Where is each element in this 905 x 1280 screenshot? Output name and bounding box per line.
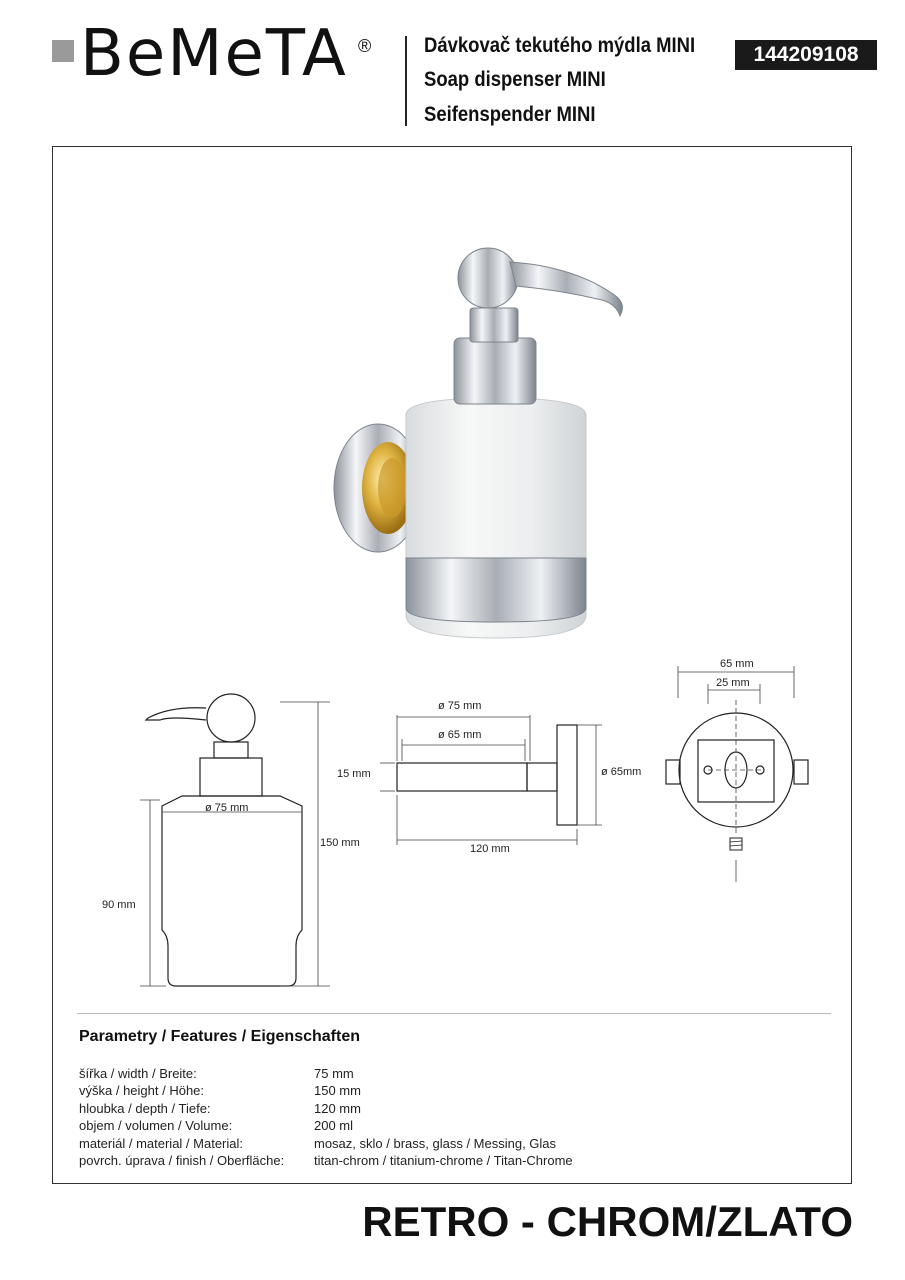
title-en: Soap dispenser MINI (424, 68, 606, 91)
side-plate-label: ø 65mm (601, 766, 642, 778)
feature-label: povrch. úprava / finish / Oberfläche: (79, 1153, 285, 1168)
feature-label: objem / volumen / Volume: (79, 1118, 233, 1133)
feature-label: výška / height / Höhe: (79, 1083, 205, 1098)
registered-mark: ® (358, 36, 372, 56)
features-title: Parametry / Features / Eigenschaften (79, 1028, 360, 1045)
back-holes-label: 25 mm (716, 677, 750, 689)
feature-value: 120 mm (314, 1101, 361, 1116)
side-inner-label: ø 65 mm (438, 729, 482, 741)
feature-label: šířka / width / Breite: (79, 1066, 197, 1081)
front-width-label: ø 75 mm (205, 802, 249, 814)
side-outer-label: ø 75 mm (438, 700, 482, 712)
side-depth-label: 120 mm (470, 843, 510, 855)
collection-footer: RETRO - CHROM/ZLATO (362, 1198, 853, 1245)
front-body-label: 90 mm (102, 899, 136, 911)
back-view-drawing (660, 660, 820, 885)
brand-logo: BeMeTA (80, 17, 348, 91)
title-de: Seifenspender MINI (424, 103, 596, 126)
header-divider (405, 36, 407, 126)
feature-label: materiál / material / Material: (79, 1136, 243, 1151)
feature-value: mosaz, sklo / brass, glass / Messing, Glas (314, 1136, 557, 1151)
product-photo (320, 230, 640, 650)
logo-mark (52, 40, 74, 62)
product-code-badge: 144209108 (735, 40, 877, 70)
feature-value: 75 mm (314, 1066, 354, 1081)
feature-value: titan-chrom / titanium-chrome / Titan-Chrome (314, 1153, 573, 1168)
features-separator (77, 1013, 831, 1014)
front-view-drawing (130, 690, 350, 995)
front-height-label: 150 mm (320, 837, 360, 849)
feature-value: 200 ml (314, 1118, 354, 1133)
feature-label: hloubka / depth / Tiefe: (79, 1101, 211, 1116)
title-cz: Dávkovač tekutého mýdla MINI (424, 34, 696, 57)
back-width-label: 65 mm (720, 658, 754, 670)
side-thickness-label: 15 mm (337, 768, 371, 780)
feature-value: 150 mm (314, 1083, 361, 1098)
side-view-drawing (380, 705, 610, 855)
